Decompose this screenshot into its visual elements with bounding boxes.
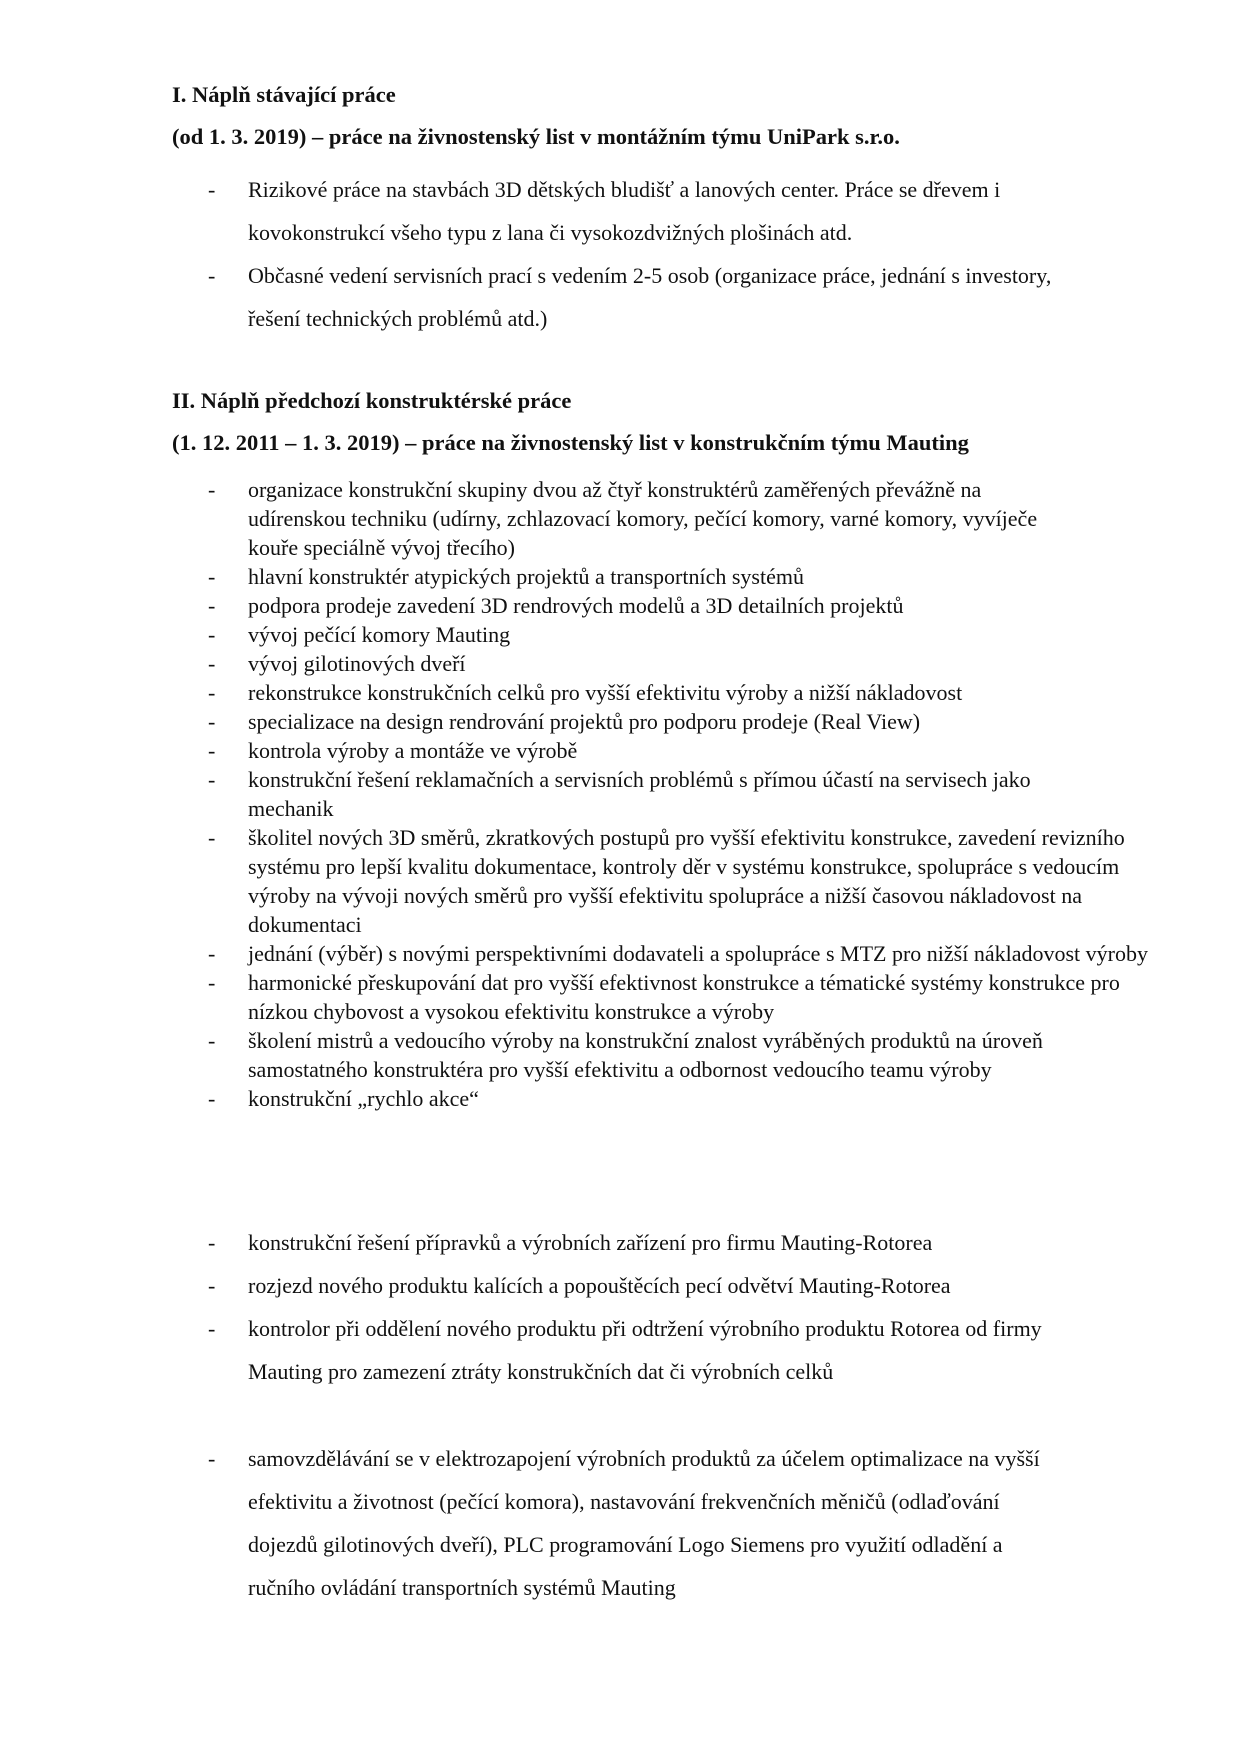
list-item-text: konstrukční řešení přípravků a výrobních zařízení pro firmu Mauting-Rotorea [248,1230,933,1255]
section-2-subtitle: (1. 12. 2011 – 1. 3. 2019) – práce na živnostenský list v konstrukčním týmu Mauting [172,430,969,455]
bullet-dash: - [208,709,216,734]
list-item [172,168,1062,254]
list-item-text: podpora prodeje zavedení 3D rendrových modelů a 3D detailních projektů [248,593,904,618]
section-2-title: II. Náplň předchozí konstruktérské práce [172,388,572,413]
bullet-dash: - [208,1086,216,1111]
bullet-dash: - [208,1230,216,1255]
list-item [172,765,1078,823]
list-item [172,823,1168,939]
section-1-title: I. Náplň stávající práce [172,82,396,107]
list-item-text: specializace na design rendrování projektů pro podporu prodeje (Real View) [248,709,921,734]
list-item-text: Občasné vedení servisních prací s vedením 2-5 osob (organizace práce, jednání s investory, řešení technických problémů atd.) [248,263,1052,331]
list-item [172,1264,1092,1307]
bullet-dash: - [208,970,216,995]
list-item [172,562,1092,591]
list-item [172,649,1092,678]
bullet-dash: - [208,825,216,850]
section-2-list-b [172,1221,1092,1393]
list-item-text: rozjezd nového produktu kalících a popouštěcích pecí odvětví Mauting-Rotorea [248,1273,951,1298]
bullet-dash: - [208,738,216,763]
bullet-dash: - [208,477,216,502]
list-item [172,1221,1092,1264]
list-item-text: rekonstrukce konstrukčních celků pro vyšší efektivitu výroby a nižší nákladovost [248,680,963,705]
list-item-text: vývoj pečící komory Mauting [248,622,511,647]
bullet-dash: - [208,593,216,618]
list-item [172,1026,1168,1084]
list-item-text: jednání (výběr) s novými perspektivními dodavateli a spolupráce s MTZ pro nižší nákladovost výroby [248,941,1148,966]
list-item-text: školitel nových 3D směrů, zkratkových postupů pro vyšší efektivitu konstrukce, zavedení revizního systému pro lepší kvalitu dokumentace, kontroly děr v systému konstrukce, spolupráce s vedoucím výroby na vývoji nových směrů pro vyšší efektivitu spolupráce a nižší časovou nákladovost na dokumentaci [248,825,1125,937]
bullet-dash: - [208,564,216,589]
list-item-text: konstrukční řešení reklamačních a servisních problémů s přímou účastí na servisech jako mechanik [248,767,1031,821]
list-item [172,968,1128,1026]
list-item [172,1084,1092,1113]
list-item [172,707,1092,736]
bullet-dash: - [208,767,216,792]
list-item-text: konstrukční „rychlo akce“ [248,1086,479,1111]
bullet-dash: - [208,1316,216,1341]
bullet-dash: - [208,941,216,966]
section-1-subtitle: (od 1. 3. 2019) – práce na živnostenský list v montážním týmu UniPark s.r.o. [172,124,900,149]
bullet-dash: - [208,1028,216,1053]
list-item-text: kontrolor při oddělení nového produktu při odtržení výrobního produktu Rotorea od firmy Mauting pro zamezení ztráty konstrukčních dat či výrobních celků [248,1316,1042,1384]
list-item [172,1437,1074,1609]
list-item-text: organizace konstrukční skupiny dvou až čtyř konstruktérů zaměřených převážně na udírenskou techniku (udírny, zchlazovací komory, pečící komory, varné komory, vyvíječe kouře speciálně vývoj třecího) [248,477,1038,560]
list-item-text: vývoj gilotinových dveří [248,651,466,676]
list-item-text: Rizikové práce na stavbách 3D dětských bludišť a lanových center. Práce se dřevem i kovokonstrukcí všeho typu z lana či vysokozdvižných plošinách atd. [248,177,1001,245]
section-2-list [172,475,1148,1113]
list-item [172,678,1092,707]
bullet-dash: - [208,1273,216,1298]
section-2-list-c [172,1437,1092,1609]
list-item [172,736,1092,765]
list-item-text: samovzdělávání se v elektrozapojení výrobních produktů za účelem optimalizace na vyšší efektivitu a životnost (pečící komora), nastavování frekvenčních měničů (odlaďování dojezdů gilotinových dveří), PLC programování Logo Siemens pro využití odladění a ručního ovládání transportních systémů Mauting [248,1446,1040,1600]
section-1-list [172,168,1092,340]
bullet-dash: - [208,263,216,288]
bullet-dash: - [208,622,216,647]
list-item [172,254,1062,340]
list-item-text: školení mistrů a vedoucího výroby na konstrukční znalost vyráběných produktů na úroveň samostatného konstruktéra pro vyšší efektivitu a odbornost vedoucího teamu výroby [248,1028,1043,1082]
list-item-text: kontrola výroby a montáže ve výrobě [248,738,578,763]
list-item-text: harmonické přeskupování dat pro vyšší efektivnost konstrukce a tématické systémy konstrukce pro nízkou chybovost a vysokou efektivitu konstrukce a výroby [248,970,1120,1024]
bullet-dash: - [208,680,216,705]
list-item [172,591,1092,620]
bullet-dash: - [208,1446,216,1471]
list-item [172,939,1168,968]
list-item [172,1307,1058,1393]
list-item-text: hlavní konstruktér atypických projektů a transportních systémů [248,564,804,589]
bullet-dash: - [208,651,216,676]
list-item [172,620,1092,649]
bullet-dash: - [208,177,216,202]
list-item [172,475,1078,562]
